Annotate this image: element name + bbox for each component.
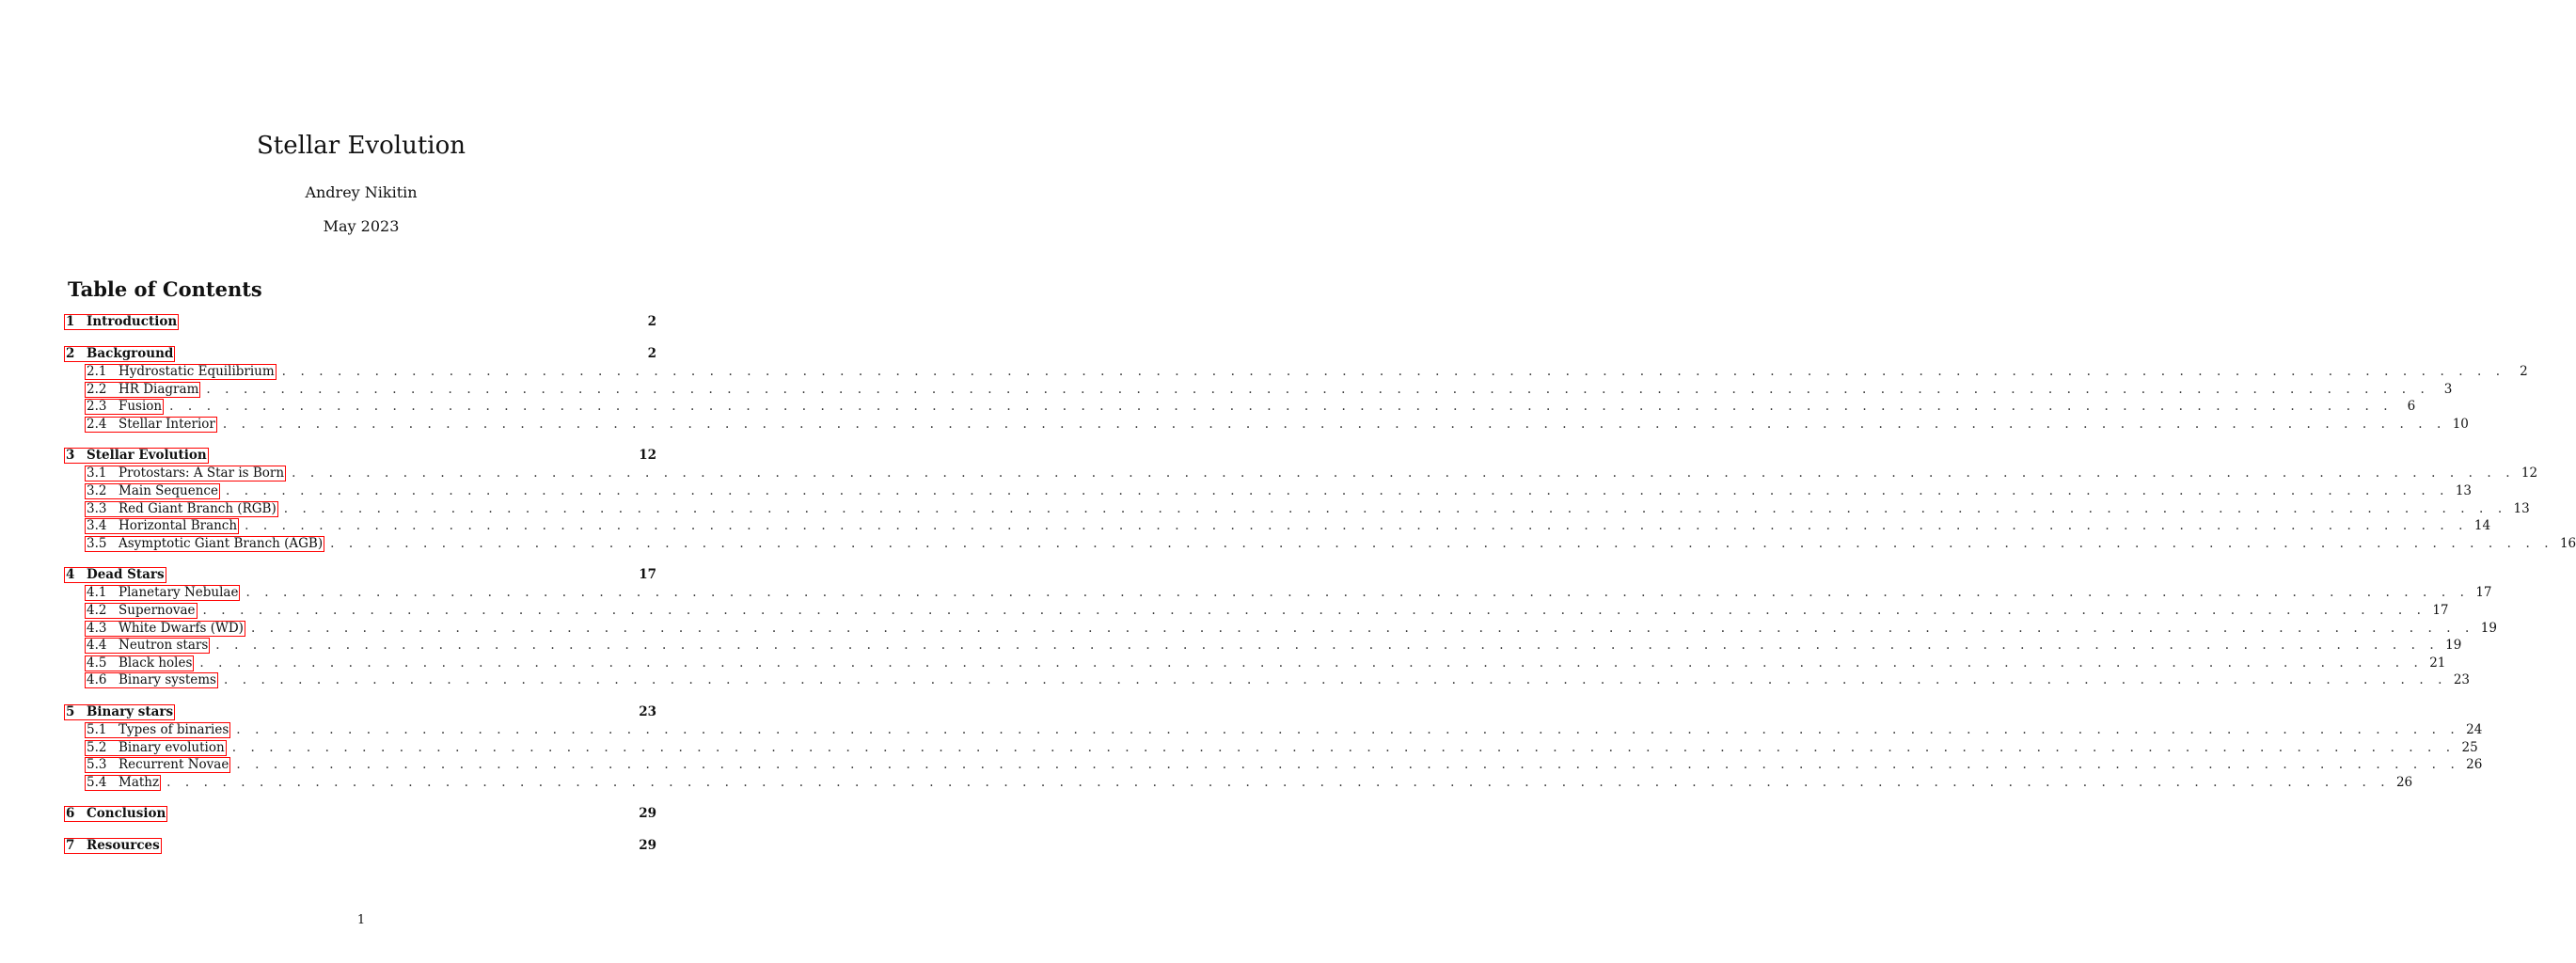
toc-subsection-number: 2.3	[87, 399, 107, 415]
toc-section-link[interactable]	[64, 346, 175, 362]
toc-subsection-page: 10	[2452, 416, 2469, 432]
toc-subsection-row	[64, 602, 2449, 621]
toc-subsection-number: 4.6	[87, 672, 107, 688]
toc-subsection-link[interactable]	[85, 672, 218, 688]
toc-subsection-number: 5.3	[87, 757, 107, 773]
toc-section-title: Conclusion	[87, 806, 166, 822]
toc-section-link[interactable]	[64, 838, 162, 854]
toc-subsection-number: 3.2	[87, 482, 107, 498]
toc-section-title: Resources	[87, 838, 160, 854]
toc-section-number: 4	[66, 567, 75, 583]
toc-section-title: Binary stars	[87, 703, 174, 719]
toc-subsection-number: 3.1	[87, 466, 107, 482]
toc-subsection-title: Protostars: A Star is Born	[119, 466, 285, 482]
toc-subsection-number: 5.2	[87, 739, 107, 755]
toc-subsection-number: 4.5	[87, 655, 107, 671]
toc-subsection-row	[64, 672, 2470, 690]
toc-subsection-row	[64, 482, 2472, 501]
toc-subsection-link[interactable]	[85, 417, 217, 433]
toc-section-number: 2	[66, 346, 75, 361]
toc-subsection-title: Horizontal Branch	[119, 518, 238, 534]
toc-subsection-page: 19	[2445, 638, 2462, 654]
toc-subsection-row	[64, 466, 2538, 483]
toc-section-number: 6	[66, 806, 75, 822]
toc-subsection-row	[64, 757, 2483, 775]
toc-subsection-row	[64, 620, 2497, 639]
toc-dot-leader: . . . . . . . . . . . . . . . . . . . . . . . . . . . . . . . . . . . . . . . . . . . . . . . . . . . . . . . . . . . . . . . . . . . . . . . . . . . . . . . . . . . . . . . . . . . . . . . . . . . . . . . . . . . . . . . . . . . . . . . .	[202, 602, 2426, 618]
toc-subsection-row	[64, 535, 2576, 554]
toc-section-title: Stellar Evolution	[87, 448, 207, 464]
toc-subsection-number: 5.1	[87, 721, 107, 737]
toc-subsection-row	[64, 585, 2492, 603]
toc-section-number: 1	[66, 314, 75, 329]
document-title: Stellar Evolution	[256, 132, 466, 160]
toc-subsection-row	[64, 638, 2462, 655]
toc-subsection-number: 2.4	[87, 416, 107, 432]
toc-section-page: 17	[639, 567, 656, 583]
toc-subsection-row	[64, 721, 2483, 740]
toc-subsection-link[interactable]	[85, 603, 198, 619]
toc-subsection-page: 6	[2407, 399, 2416, 415]
toc-subsection-link[interactable]	[85, 740, 227, 756]
table-of-contents	[64, 314, 2576, 856]
toc-subsection-title: Hydrostatic Equilibrium	[119, 364, 275, 379]
toc-subsection-number: 4.4	[87, 638, 107, 654]
toc-subsection-title: Planetary Nebulae	[119, 585, 239, 601]
toc-subsection-link[interactable]	[85, 585, 240, 601]
toc-subsection-number: 3.4	[87, 518, 107, 534]
toc-section-row	[64, 704, 656, 722]
toc-subsection-title: Types of binaries	[119, 721, 229, 737]
toc-section-row	[64, 314, 656, 332]
toc-subsection-number: 4.2	[87, 602, 107, 618]
toc-dot-leader: . . . . . . . . . . . . . . . . . . . . . . . . . . . . . . . . . . . . . . . . . . . . . . . . . . . . . . . . . . . . . . . . . . . . . . . . . . . . . . . . . . . . . . . . . . . . . . . . . . . . . . . . . . . . . . . . . . . . . . . .	[292, 466, 2516, 482]
toc-subsection-page: 13	[2513, 500, 2530, 516]
toc-section-link[interactable]	[64, 567, 166, 583]
toc-subsection-row	[64, 381, 2453, 400]
toc-subsection-page: 17	[2475, 585, 2492, 601]
toc-subsection-link[interactable]	[85, 518, 239, 534]
toc-subsection-number: 3.5	[87, 535, 107, 551]
toc-subsection-link[interactable]	[85, 638, 210, 654]
toc-section-page: 12	[639, 448, 656, 464]
toc-section-page: 2	[647, 314, 656, 329]
toc-dot-leader: . . . . . . . . . . . . . . . . . . . . . . . . . . . . . . . . . . . . . . . . . . . . . . . . . . . . . . . . . . . . . . . . . . . . . . . . . . . . . . . . . . . . . . . . . . . . . . . . . . . . . . . . . . . . . . . . . . . . . . . .	[283, 500, 2507, 516]
toc-section-title: Dead Stars	[87, 567, 165, 583]
toc-dot-leader: . . . . . . . . . . . . . . . . . . . . . . . . . . . . . . . . . . . . . . . . . . . . . . . . . . . . . . . . . . . . . . . . . . . . . . . . . . . . . . . . . . . . . . . . . . . . . . . . . . . . . . . . . . . . . . . . . . . . . . . .	[245, 585, 2470, 601]
toc-subsection-title: Binary systems	[119, 672, 216, 688]
toc-subsection-row	[64, 774, 2413, 793]
toc-subsection-page: 13	[2455, 482, 2472, 498]
toc-subsection-link[interactable]	[85, 483, 220, 499]
toc-section-number: 3	[66, 448, 75, 464]
toc-section-title: Introduction	[87, 314, 178, 329]
toc-subsection-title: White Dwarfs (WD)	[119, 620, 244, 636]
toc-dot-leader: . . . . . . . . . . . . . . . . . . . . . . . . . . . . . . . . . . . . . . . . . . . . . . . . . . . . . . . . . . . . . . . . . . . . . . . . . . . . . . . . . . . . . . . . . . . . . . . . . . . . . . . . . . . . . . . . . . . . . . . .	[225, 482, 2449, 498]
toc-subsection-number: 2.2	[87, 381, 107, 397]
toc-subsection-link[interactable]	[85, 655, 194, 671]
toc-subsection-page: 16	[2559, 535, 2576, 551]
document-author: Andrey Nikitin	[305, 183, 418, 201]
toc-subsection-page: 25	[2461, 739, 2478, 755]
toc-section-title: Background	[87, 346, 174, 361]
toc-dot-leader: . . . . . . . . . . . . . . . . . . . . . . . . . . . . . . . . . . . . . . . . . . . . . . . . . . . . . . . . . . . . . . . . . . . . . . . . . . . . . . . . . . . . . . . . . . . . . . . . . . . . . . . . . . . . . . . . . . . . . . . .	[199, 655, 2424, 671]
toc-subsection-link[interactable]	[85, 364, 277, 380]
toc-subsection-title: Main Sequence	[119, 482, 218, 498]
toc-section-page: 29	[639, 806, 656, 822]
toc-dot-leader: . . . . . . . . . . . . . . . . . . . . . . . . . . . . . . . . . . . . . . . . . . . . . . . . . . . . . . . . . . . . . . . . . . . . . . . . . . . . . . . . . . . . . . . . . . . . . . . . . . . . . . . . . . . . . . . . . . . . . . . .	[236, 721, 2460, 737]
toc-subsection-page: 26	[2466, 757, 2483, 773]
toc-heading: Table of Contents	[68, 277, 262, 301]
page-number: 1	[356, 913, 366, 927]
toc-section-row	[64, 448, 656, 466]
toc-section-link[interactable]	[64, 806, 167, 822]
toc-subsection-title: Recurrent Novae	[119, 757, 229, 773]
toc-subsection-title: Red Giant Branch (RGB)	[119, 500, 277, 516]
toc-subsection-page: 12	[2521, 466, 2538, 482]
toc-subsection-number: 4.1	[87, 585, 107, 601]
toc-subsection-page: 19	[2480, 620, 2497, 636]
toc-dot-leader: . . . . . . . . . . . . . . . . . . . . . . . . . . . . . . . . . . . . . . . . . . . . . . . . . . . . . . . . . . . . . . . . . . . . . . . . . . . . . . . . . . . . . . . . . . . . . . . . . . . . . . . . . . . . . . . . . . . . . . . .	[166, 774, 2391, 790]
document-date: May 2023	[323, 217, 400, 235]
toc-subsection-row	[64, 655, 2446, 673]
toc-subsection-number: 2.1	[87, 364, 107, 379]
toc-dot-leader: . . . . . . . . . . . . . . . . . . . . . . . . . . . . . . . . . . . . . . . . . . . . . . . . . . . . . . . . . . . . . . . . . . . . . . . . . . . . . . . . . . . . . . . . . . . . . . . . . . . . . . . . . . . . . . . . . . . . . . . .	[169, 399, 2394, 415]
toc-section-row	[64, 806, 656, 824]
toc-subsection-link[interactable]	[85, 621, 245, 637]
toc-subsection-number: 5.4	[87, 774, 107, 790]
toc-subsection-title: HR Diagram	[119, 381, 199, 397]
toc-dot-leader: . . . . . . . . . . . . . . . . . . . . . . . . . . . . . . . . . . . . . . . . . . . . . . . . . . . . . . . . . . . . . . . . . . . . . . . . . . . . . . . . . . . . . . . . . . . . . . . . . . . . . . . . . . . . . . . . . . . . . . . .	[245, 518, 2469, 534]
toc-subsection-page: 3	[2443, 381, 2453, 397]
toc-subsection-row	[64, 500, 2530, 519]
toc-dot-leader: . . . . . . . . . . . . . . . . . . . . . . . . . . . . . . . . . . . . . . . . . . . . . . . . . . . . . . . . . . . . . . . . . . . . . . . . . . . . . . . . . . . . . . . . . . . . . . . . . . . . . . . . . . . . . . . . . . . . . . . .	[231, 739, 2456, 755]
toc-subsection-link[interactable]	[85, 775, 161, 791]
toc-section-number: 7	[66, 838, 75, 854]
toc-subsection-title: Supernovae	[119, 602, 196, 618]
toc-subsection-title: Neutron stars	[119, 638, 209, 654]
toc-subsection-row	[64, 399, 2416, 417]
toc-section-link[interactable]	[64, 314, 179, 330]
toc-section-row	[64, 567, 656, 585]
toc-subsection-row	[64, 364, 2528, 382]
toc-subsection-page: 26	[2395, 774, 2413, 790]
toc-subsection-link[interactable]	[85, 382, 200, 398]
toc-section-link[interactable]	[64, 448, 209, 464]
toc-dot-leader: . . . . . . . . . . . . . . . . . . . . . . . . . . . . . . . . . . . . . . . . . . . . . . . . . . . . . . . . . . . . . . . . . . . . . . . . . . . . . . . . . . . . . . . . . . . . . . . . . . . . . . . . . . . . . . . . . . . . . . . .	[250, 620, 2474, 636]
toc-dot-leader: . . . . . . . . . . . . . . . . . . . . . . . . . . . . . . . . . . . . . . . . . . . . . . . . . . . . . . . . . . . . . . . . . . . . . . . . . . . . . . . . . . . . . . . . . . . . . . . . . . . . . . . . . . . . . . . . . . . . . . . .	[236, 757, 2460, 773]
toc-subsection-title: Stellar Interior	[119, 416, 215, 432]
toc-section-row	[64, 346, 656, 364]
toc-subsection-row	[64, 739, 2478, 758]
toc-subsection-page: 21	[2429, 655, 2446, 671]
toc-subsection-row	[64, 416, 2469, 434]
toc-subsection-row	[64, 518, 2491, 536]
toc-section-page: 29	[639, 838, 656, 854]
toc-section-row	[64, 838, 656, 856]
toc-subsection-page: 17	[2432, 602, 2449, 618]
toc-subsection-title: Asymptotic Giant Branch (AGB)	[119, 535, 324, 551]
toc-subsection-page: 14	[2473, 518, 2491, 534]
toc-section-page: 2	[647, 346, 656, 361]
toc-subsection-link[interactable]	[85, 722, 230, 738]
toc-subsection-title: Binary evolution	[119, 739, 225, 755]
toc-subsection-link[interactable]	[85, 466, 286, 482]
toc-subsection-page: 2	[2520, 364, 2528, 379]
toc-subsection-title: Black holes	[119, 655, 193, 671]
toc-dot-leader: . . . . . . . . . . . . . . . . . . . . . . . . . . . . . . . . . . . . . . . . . . . . . . . . . . . . . . . . . . . . . . . . . . . . . . . . . . . . . . . . . . . . . . . . . . . . . . . . . . . . . . . . . . . . . . . . . . . . . . . .	[222, 416, 2446, 432]
toc-section-link[interactable]	[64, 704, 175, 720]
toc-subsection-page: 24	[2466, 721, 2483, 737]
toc-dot-leader: . . . . . . . . . . . . . . . . . . . . . . . . . . . . . . . . . . . . . . . . . . . . . . . . . . . . . . . . . . . . . . . . . . . . . . . . . . . . . . . . . . . . . . . . . . . . . . . . . . . . . . . . . . . . . . . . . . . . . . . .	[281, 364, 2505, 379]
toc-subsection-link[interactable]	[85, 501, 278, 517]
toc-dot-leader: . . . . . . . . . . . . . . . . . . . . . . . . . . . . . . . . . . . . . . . . . . . . . . . . . . . . . . . . . . . . . . . . . . . . . . . . . . . . . . . . . . . . . . . . . . . . . . . . . . . . . . . . . . . . . . . . . . . . . . . .	[206, 381, 2430, 397]
toc-subsection-title: Fusion	[119, 399, 163, 415]
toc-subsection-link[interactable]	[85, 536, 324, 552]
toc-subsection-title: Mathz	[119, 774, 160, 790]
toc-section-page: 23	[639, 703, 656, 719]
toc-subsection-link[interactable]	[85, 399, 164, 415]
toc-subsection-number: 4.3	[87, 620, 107, 636]
toc-dot-leader: . . . . . . . . . . . . . . . . . . . . . . . . . . . . . . . . . . . . . . . . . . . . . . . . . . . . . . . . . . . . . . . . . . . . . . . . . . . . . . . . . . . . . . . . . . . . . . . . . . . . . . . . . . . . . . . . . . . . . . . .	[223, 672, 2447, 688]
toc-subsection-page: 23	[2453, 672, 2470, 688]
toc-dot-leader: . . . . . . . . . . . . . . . . . . . . . . . . . . . . . . . . . . . . . . . . . . . . . . . . . . . . . . . . . . . . . . . . . . . . . . . . . . . . . . . . . . . . . . . . . . . . . . . . . . . . . . . . . . . . . . . . . . . . . . . .	[330, 535, 2554, 551]
toc-dot-leader: . . . . . . . . . . . . . . . . . . . . . . . . . . . . . . . . . . . . . . . . . . . . . . . . . . . . . . . . . . . . . . . . . . . . . . . . . . . . . . . . . . . . . . . . . . . . . . . . . . . . . . . . . . . . . . . . . . . . . . . .	[215, 638, 2440, 654]
toc-subsection-number: 3.3	[87, 500, 107, 516]
toc-section-number: 5	[66, 703, 75, 719]
toc-subsection-link[interactable]	[85, 757, 230, 773]
